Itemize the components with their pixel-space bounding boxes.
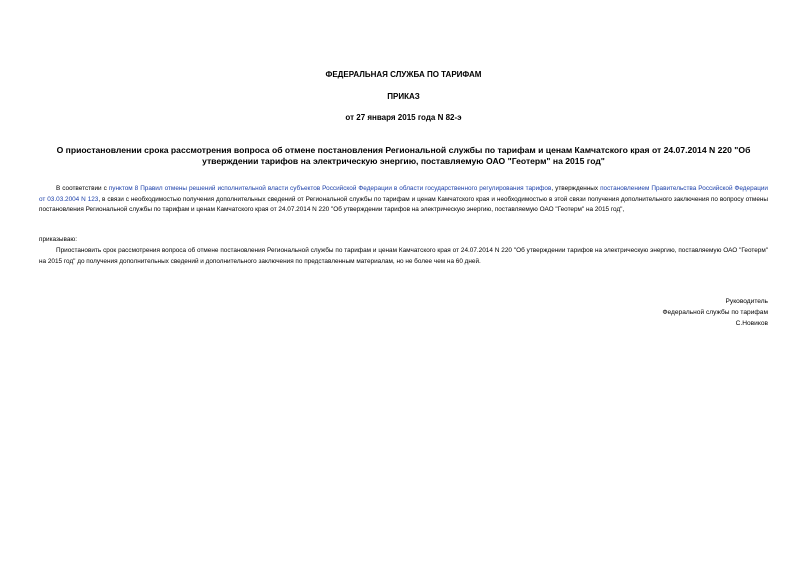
rules-link[interactable]: пунктом 8 Правил отмены решений исполнительной власти субъектов Российской Федерации в области государственного регулирования тарифов xyxy=(108,185,552,192)
signature-position: Руководитель xyxy=(725,298,768,305)
signature-name: С.Новиков xyxy=(735,320,768,327)
paragraph-decision: Приостановить срок рассмотрения вопроса об отмене постановления Региональной службы по тарифам и ценам Камчатского края от 24.07.2014 N 220 "Об утверждении тарифов на электрическую энергию, поставляемую ОАО "Геотерм" на 2015 год" до получения дополнительных сведений и дополнительного заключения по представленным материалам, но не более чем на 60 дней. xyxy=(39,247,768,265)
signature-organization: Федеральной службы по тарифам xyxy=(662,309,768,316)
p1-mid: , утвержденных xyxy=(551,185,601,192)
paragraph-basis xyxy=(39,184,768,216)
document-title: О приостановлении срока рассмотрения вопроса об отмене постановления Региональной службы по тарифам и ценам Камчатского края от 24.07.2014 N 220 "Об утверждении тарифов на электрическую энергию, поставляемую ОАО "Геотерм" на 2015 год" xyxy=(56,145,751,166)
date-number-heading: от 27 января 2015 года N 82-э xyxy=(345,113,462,122)
agency-heading: ФЕДЕРАЛЬНАЯ СЛУЖБА ПО ТАРИФАМ xyxy=(325,70,482,79)
doc-type-heading: ПРИКАЗ xyxy=(387,92,420,101)
signature-block xyxy=(663,296,769,329)
p1-prefix: В соответствии с xyxy=(56,185,109,192)
p1-suffix: , в связи с необходимостью получения дополнительных сведений от Региональной службы по тарифам и ценам Камчатского края и необходимостью в этой связи получения дополнительного заключения по вопросу отмены постановления Региональной службы по тарифам и ценам Камчатского края от 24.07.2014 N 220 "Об утверждении тарифов на электрическую энергию, поставляемую ОАО "Геотерм" на 2015 год", xyxy=(39,195,768,213)
paragraph-order: приказываю: xyxy=(39,236,77,243)
resolution-link[interactable]: постановлением Правительства Российской Федерации от 03.03.2004 N 123 xyxy=(39,185,769,203)
